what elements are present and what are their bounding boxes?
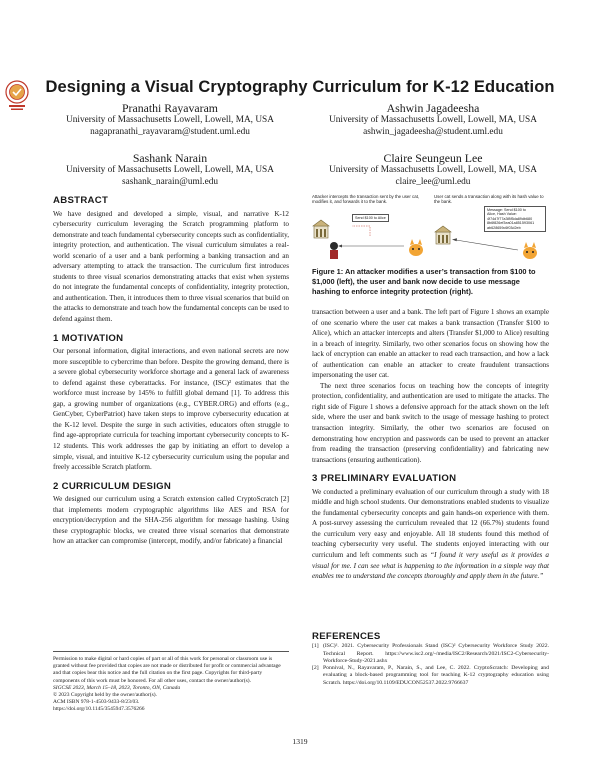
- figure-right-message-box: Message: Send $100 to Alice, Hash Value: 4f74d7f77a3f8f5da89db680 8b6f826ef3ea01a851593061 ab628659c6f03d2eb: [484, 206, 546, 232]
- abstract-heading: ABSTRACT: [53, 195, 109, 206]
- permission-block: [53, 651, 289, 714]
- abstract-text: We have designed and developed a simple, visual, and narrative K-12 cybersecurity curriculum leveraging the Scratch programming platform to demonstrate and teach fundamental cybersecurity concepts such as confidentiality, integrity protection, and authentication. The visual curriculum simulates a real-world scenario of a user and a bank performing a banking transaction and an adversary attempting to attack the transaction. The curriculum first introduces students to three visual scenarios demonstrating attacks that exist when systems do not integrate the fundamental concepts of confidentiality, integrity protection, and authentication. Then, it introduces them to three visual scenarios that build on the attacks to demonstrate and teach how the fundamental concepts can be used to defend against them.: [53, 209, 289, 324]
- page-number: 1319: [292, 737, 308, 746]
- figure-right-scene: [432, 206, 549, 262]
- doi-link[interactable]: https://doi.org/10.1145/3545947.3576266: [53, 706, 145, 713]
- left-column: [53, 196, 289, 547]
- author-affiliation: University of Massachusetts Lowell, Lowell, MA, USA: [329, 165, 537, 175]
- author-email[interactable]: ashwin_jagadeesha@student.uml.edu: [363, 126, 503, 137]
- attacker-icon: [330, 242, 338, 259]
- bank-icon: [435, 226, 451, 244]
- author-affiliation: University of Massachusetts Lowell, Lowell, MA, USA: [66, 165, 274, 175]
- paper-title: Designing a Visual Cryptography Curriculum for K-12 Education: [45, 78, 555, 96]
- author-email[interactable]: nagapranathi_rayavaram@student.uml.edu: [90, 126, 250, 137]
- evaluation-text: We conducted a preliminary evaluation of our curriculum through a study with 18 middle and high school students. Our demonstrations enabled students to visualize the fundamental cybersecurity concepts and gain hands-on experience with them. A post-survey assessing the curriculum revealed that 12 (66.7%) students found the curriculum very easy and enjoyable. All 18 students found this method of teaching cybersecurity very useful. The students enjoyed interacting with our curriculum and left comments such as “I found it very useful as it provides a visual for me. I can see what is happening to the information in a simple way that enables me to understand the concepts thoroughly and apply them in the future.”: [312, 487, 549, 581]
- author-name: Sashank Narain: [132, 151, 208, 165]
- bank-icon: [313, 220, 329, 238]
- evaluation-heading: 3 PRELIMINARY EVALUATION: [312, 473, 457, 485]
- figure-caption: Figure 1: An attacker modifies a user’s transaction from $100 to $1,000 (left), the user and bank now decide to use message hashing to enforce integrity protection (right).: [312, 267, 536, 297]
- isbn-line: ACM ISBN 978-1-4503-9433-8/23/03.: [53, 699, 140, 706]
- conference-line: SIGCSE 2023, March 15–18, 2023, Toronto, ON, Canada: [53, 684, 181, 691]
- student-quote: “I found it very useful as it provides a visual for me. I can see what is happening to the information in a simple way that enables me to understand the concepts thoroughly and apply them in the future.”: [312, 551, 549, 581]
- motivation-heading: 1 MOTIVATION: [53, 332, 124, 344]
- author-name: Claire Seungeun Lee: [383, 151, 483, 165]
- design-heading: 2 CURRICULUM DESIGN: [53, 480, 172, 492]
- author-name: Ashwin Jagadeesha: [386, 101, 480, 115]
- user-cat-icon: [409, 239, 423, 256]
- author-name: Pranathi Rayavaram: [122, 101, 218, 115]
- copyright-line: © 2023 Copyright held by the owner/author(s).: [53, 692, 157, 699]
- references-section: [312, 633, 549, 687]
- design-text: We designed our curriculum using a Scratch extension called CryptoScratch [2] that implements modern cryptographic algorithms like AES and RSA for encryption/decryption and the SHA-256 algorithm for message hashing. Using these cryptographic blocks, we created three visual scenarios that demonstrate how an attacker can compromise (intercept, modify, and/or fabricate) a financial: [53, 495, 289, 546]
- author-affiliation: University of Massachusetts Lowell, Lowell, MA, USA: [329, 115, 537, 125]
- references-heading: REFERENCES: [312, 631, 381, 642]
- figure-right-note: User cat sends a transaction along with its hash value to the bank.: [434, 194, 544, 204]
- author-email[interactable]: sashank_narain@uml.edu: [121, 176, 219, 187]
- permission-notice: Permission to make digital or hard copies of part or all of this work for personal or classroom use is granted without fee provided that copies are not made or distributed for profit or commercial advantage and that copies bear this notice and the full citation on the first page. Copyrights for third-party components of this work must be honored. For all other uses, contact the owner/author(s).: [53, 656, 281, 684]
- author-affiliation: University of Massachusetts Lowell, Lowell, MA, USA: [66, 115, 274, 125]
- motivation-text: Our personal information, digital interactions, and even national secrets are now more susceptible to cybercrime than before. Despite the growing demand, there is a severe global cybersecurity workforce shortage and a general lack of awareness to defend against these cyberattacks. For instance, (ISC)² estimates that the workforce must increase by 145% to fulfill global demand [1]. To address this gap, a growing number of organizations (e.g., CYBER.ORG) and efforts (e.g., GenCyber, CyberPatriot) have taken steps to improve cybersecurity education at the K-12 level. Despite the surge in such activities, educators often struggle to find age-appropriate curricula for teaching important cybersecurity concepts to K-12 students. This work addresses the gap by initiating an effort to develop a simple, visual, and intuitive K-12 cybersecurity curriculum using the popular and freely accessible Scratch platform.: [53, 347, 289, 472]
- author-email[interactable]: claire_lee@uml.edu: [395, 176, 471, 187]
- reference-item: [1] (ISC)². 2021. Cybersecurity Professionals Stand (ISC)² Cybersecurity Workforce Study 2022. Technical Report. https://www.isc2.org/-/media/ISC2/Research/2021/ISC2-Cybersecurity-Workforce-Study-2021.ashx: [312, 643, 549, 664]
- user-cat-icon: [523, 242, 537, 259]
- design-continuation: transaction between a user and a bank. The left part of Figure 1 shows an example of one scenario where the user cat makes a bank transaction (Transfer $100 to Alice), which an attacker intercepts and alters (Transfer $1,000 to Alice) resulting in a breach of integrity. Similarly, two other scenarios focus on showing how the lack of encryption can enable an attacker to read each transaction, and how a lack of authentication can enable an attacker to create fraudulent transactions impersonating the user cat.: [312, 308, 549, 380]
- author-block: [40, 101, 300, 138]
- design-paragraph-2: The next three scenarios focus on teaching how the concepts of integrity protection, confidentiality, and authentication are used to mitigate the attacks. The right side of Figure 1 shows a defensive approach for the attack shown on the left side, where the user and bank switch to the usage of message hashing to protect transaction integrity. Similarly, the other two scenarios are focused on demonstrating how encryption and passwords can be used to prevent an attacker from reading the transaction (preserving confidentiality) and fabricating new transactions (ensuring authentication).: [312, 381, 549, 464]
- figure-left-scene: [312, 206, 430, 262]
- figure-1: [312, 192, 549, 262]
- right-column: [312, 307, 549, 582]
- author-block: [40, 151, 300, 188]
- reference-item: [2] Ponnival, N., Rayavaram, P., Narain, S., and Lee, C. 2022. CryptoScratch: Developing and evaluating a block-based programming tool for teaching K-12 cryptography education using Scratch. https://doi.org/10.1109/EDUCON52537.2022.9766637: [312, 665, 549, 686]
- author-block: [303, 151, 563, 188]
- author-block: [303, 101, 563, 138]
- figure-left-message-box: Send $100 to Alice: [352, 214, 389, 222]
- figure-left-note: Attacker intercepts the transaction sent by the user cat, modifies it, and forwards it to the bank.: [312, 194, 420, 204]
